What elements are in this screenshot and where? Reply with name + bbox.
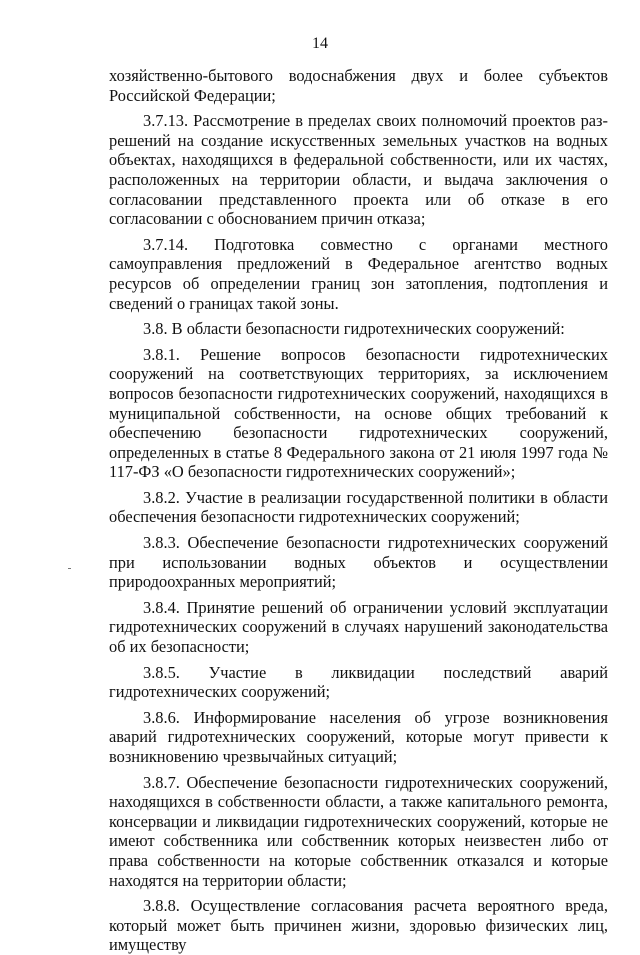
paragraph-3-8-3: 3.8.3. Обеспечение безопасности гидротехнических сооружений при использовании водных объектов и осуществлении природоохранных мероприятий; [109, 533, 608, 592]
margin-mark [68, 568, 71, 569]
paragraph-3-8-7: 3.8.7. Обеспечение безопасности гидротехнических сооружений, находящихся в собственности области, а также капитального ремонта, консервации и ликвидации гидротехнических сооружений, которые не имеют собственника или собственник которых неизвестен либо от права собственности на которые собственник отказался и которые находятся на территории области; [109, 772, 608, 890]
section-heading-3-8: 3.8. В области безопасности гидротехнических сооружений: [143, 319, 565, 339]
document-body [109, 66, 608, 955]
paragraph-3-8-1: 3.8.1. Решение вопросов безопасности гидротехнических сооружений на соответствующих территориях, за исключением вопросов безопасности гидротехнических сооружений, находящихся в муниципальной собственности, на основе общих требований к обеспечению безопасности гидротехнических сооружений, определенных в статье 8 Федерального закона от 21 июля 1997 года № 117-ФЗ «О безопасности гидротехнических сооружений»; [109, 344, 608, 482]
paragraph-3-8-6: 3.8.6. Информирование населения об угрозе возникновения аварий гидротехнических сооружений, которые могут привести к возникновению чрезвычайных ситуаций; [109, 707, 608, 766]
paragraph-3-7-13: 3.7.13. Рассмотрение в пределах своих полномочий проектов разрешений на создание искусственных земельных участков на водных объектах, находящихся в федеральной собственности, или их частях, расположенных на территории области, и выдача заключения о согласовании представленного проекта или об отказе в его согласовании с обоснованием причин отказа; [109, 111, 608, 229]
paragraph-continuation: хозяйственно-бытового водоснабжения двух и более субъектов Российской Федерации; [109, 66, 608, 105]
paragraph-3-8-4: 3.8.4. Принятие решений об ограничении условий эксплуатации гидротехнических сооружений в случаях нарушений законодательства об их безопасности; [109, 597, 608, 657]
page-number: 14 [312, 35, 328, 52]
paragraph-3-8-5: 3.8.5. Участие в ликвидации последствий аварий гидротехнических сооружений; [109, 662, 608, 702]
paragraph-3-7-14: 3.7.14. Подготовка совместно с органами местного самоуправления предложений в Федеральное агентство водных ресурсов об определении границ зон затопления, подтопления и сведений о границах такой зоны. [109, 234, 608, 313]
paragraph-3-8-2: 3.8.2. Участие в реализации государственной политики в области обеспечения безопасности гидротехнических сооружений; [109, 487, 608, 527]
paragraph-3-8-8: 3.8.8. Осуществление согласования расчета вероятного вреда, который может быть причинен жизни, здоровью физических лиц, имуществу [109, 896, 608, 955]
